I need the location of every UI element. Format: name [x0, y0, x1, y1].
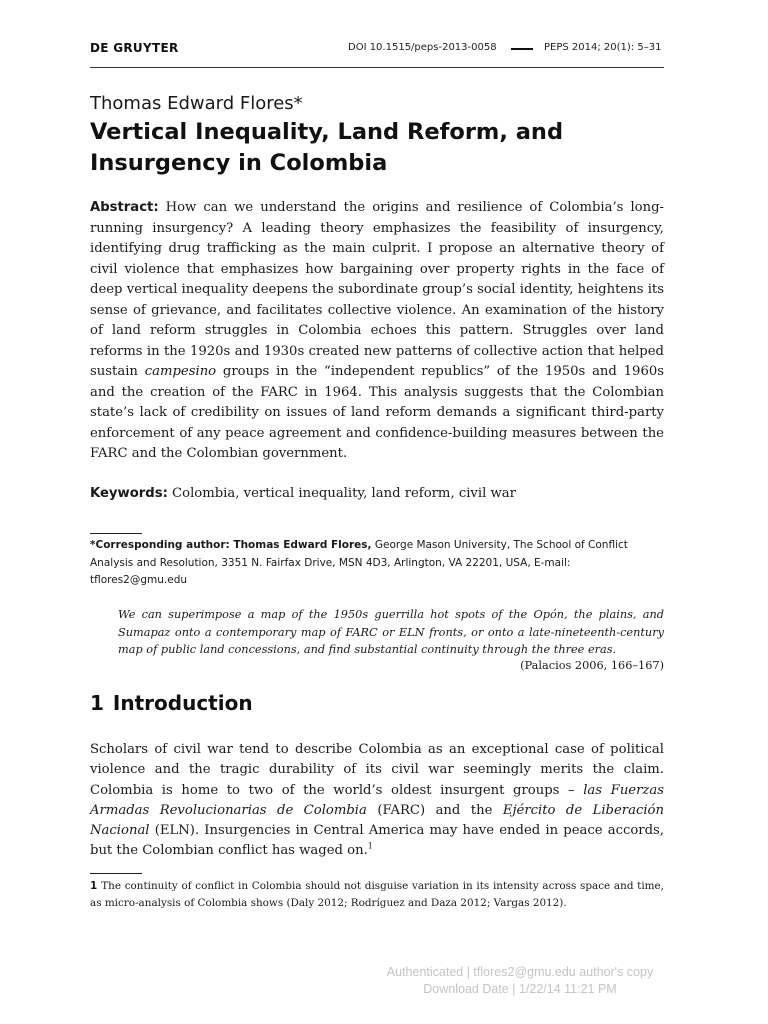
corresponding-author-note: [90, 537, 664, 590]
footnote-reference[interactable]: 1: [367, 842, 373, 852]
corresponding-label: *Corresponding author: Thomas Edward Flores,: [90, 539, 372, 551]
intro-italic-eln: Ejército de Liberación Nacional: [90, 802, 664, 839]
header-dash: [511, 48, 533, 50]
keywords-label: Keywords:: [90, 486, 168, 501]
intro-paragraph: [90, 740, 664, 862]
footnote-1: [90, 878, 664, 912]
doi-text: DOI 10.1515/peps-2013-0058: [348, 42, 497, 53]
section-title: Introduction: [112, 691, 253, 715]
header-divider: [90, 67, 664, 68]
watermark-line-1: Authenticated | tflores2@gmu.edu author's copy: [386, 965, 654, 979]
intro-text-2: (FARC) and the: [366, 802, 503, 818]
intro-italic-farc: las Fuerzas Armadas Revolucionarias de Colombia: [90, 782, 664, 818]
footnote-1-divider: [90, 873, 142, 874]
abstract-text-1: How can we understand the origins and resilience of Colombia’s long-running insurgency? A leading theory emphasizes the feasibility of insurgency, identifying drug trafficking as the main culprit. I propose an alternative theory of civil violence that emphasizes how bargaining over property rights in the face of deep vertical inequality deepens the subordinate group’s social identity, heightens its sense of grievance, and facilitates collective violence. An examination of the history of land reform struggles in Colombia echoes this pattern. Struggles over land reforms in the 1920s and 1930s created new patterns of collective action that helped sustain: [90, 200, 664, 379]
publisher-logo: DE GRUYTER: [90, 41, 179, 55]
article-title: Vertical Inequality, Land Reform, and Insurgency in Colombia: [90, 119, 564, 176]
watermark-line-2: Download Date | 1/22/14 11:21 PM: [423, 981, 617, 996]
download-watermark: [330, 964, 710, 997]
abstract-text-2: groups in the “independent republics” of the 1950s and 1960s and the creation of the FARC in 1964. This analysis suggests that the Colombian state’s lack of credibility on issues of land reform demands a significant third-party enforcement of any peace agreement and confidence-building measures between the FARC and the Colombian government.: [90, 364, 664, 461]
section-number: 1: [90, 691, 104, 715]
epigraph-quote: We can superimpose a map of the 1950s guerrilla hot spots of the Opón, the plains, and Sumapaz onto a contemporary map of FARC or ELN fronts, or onto a late-nineteenth-century map of public land concessions, and find substantial continuity through the three eras.: [118, 608, 664, 656]
abstract: [90, 198, 664, 465]
journal-citation: PEPS 2014; 20(1): 5–31: [544, 42, 662, 53]
author-name: Thomas Edward Flores*: [90, 93, 303, 114]
keywords: [90, 484, 664, 504]
intro-text-1: Scholars of civil war tend to describe Colombia as an exceptional case of political violence and the tragic durability of its civil war seemingly merits the claim. Colombia is home to two of the world’s oldest insurgent groups –: [90, 742, 664, 798]
abstract-label: Abstract:: [90, 200, 159, 215]
keywords-text: Colombia, vertical inequality, land reform, civil war: [167, 486, 516, 501]
footnote-1-number: 1: [90, 880, 98, 892]
intro-text-3: (ELN). Insurgencies in Central America may have ended in peace accords, but the Colombian conflict has waged on.: [90, 823, 664, 859]
epigraph-citation: (Palacios 2006, 166–167): [520, 659, 664, 672]
abstract-italic-term: campesino: [144, 364, 217, 379]
footnote-divider: [90, 533, 142, 534]
footnote-1-text: The continuity of conflict in Colombia should not disguise variation in its intensity across space and time, as micro-analysis of Colombia shows (Daly 2012; Rodríguez and Daza 2012; Vargas 2012).: [90, 880, 664, 909]
corresponding-text: George Mason University, The School of Conflict Analysis and Resolution, 3351 N. Fairfax Drive, MSN 4D3, Arlington, VA 22201, USA, E-mail: tflores2@gmu.edu: [90, 539, 628, 586]
section-heading: [90, 691, 253, 715]
